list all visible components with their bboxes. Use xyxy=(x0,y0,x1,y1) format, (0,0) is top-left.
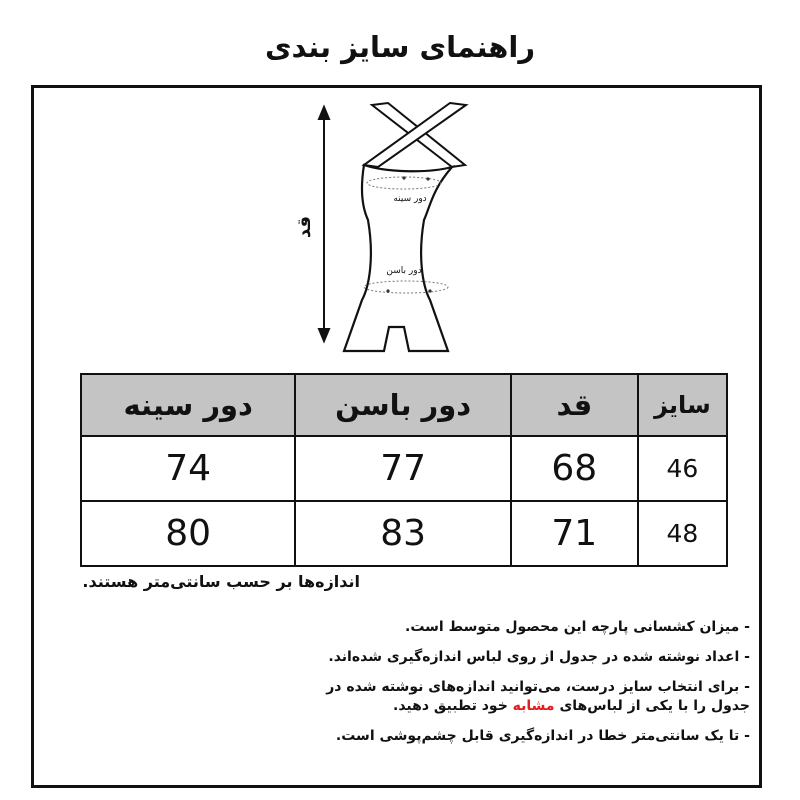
header-chest: دور سینه xyxy=(81,374,295,436)
header-hip: دور باسن xyxy=(295,374,510,436)
cell-size: 46 xyxy=(638,436,727,501)
note-item: - تا یک سانتی‌متر خطا در اندازه‌گیری قابل چشم‌پوشی است. xyxy=(320,727,750,746)
garment-diagram xyxy=(280,95,500,365)
hip-label: دور باسن xyxy=(386,266,422,276)
cell-hip: 77 xyxy=(295,436,510,501)
cell-chest: 74 xyxy=(81,436,295,501)
note-item xyxy=(320,678,750,716)
cell-height: 68 xyxy=(511,436,638,501)
units-note: اندازه‌ها بر حسب سانتی‌متر هستند. xyxy=(82,572,360,591)
note-text: خود تطبیق دهید. xyxy=(393,698,508,714)
chest-label: دور سینه xyxy=(393,194,427,204)
straps xyxy=(364,103,466,167)
table-row xyxy=(81,436,727,501)
notes-list xyxy=(320,618,750,757)
height-arrow xyxy=(319,107,329,341)
table-row xyxy=(81,501,727,566)
table-header-row xyxy=(81,374,727,436)
note-text: برای انتخاب سایز درست، می‌توانید اندازه‌های نوشته شده در جدول را با یکی از لباس‌های xyxy=(326,679,750,714)
garment-outline xyxy=(344,165,452,351)
header-height: قد xyxy=(511,374,638,436)
cell-size: 48 xyxy=(638,501,727,566)
header-size: سایز xyxy=(638,374,727,436)
note-highlight: مشابه xyxy=(512,698,555,714)
note-item: - میزان کشسانی پارچه این محصول متوسط است. xyxy=(320,618,750,637)
height-label: قد xyxy=(294,215,315,239)
note-item: - اعداد نوشته شده در جدول از روی لباس اندازه‌گیری شده‌اند. xyxy=(320,648,750,667)
cell-hip: 83 xyxy=(295,501,510,566)
size-table xyxy=(80,373,728,567)
cell-chest: 80 xyxy=(81,501,295,566)
cell-height: 71 xyxy=(511,501,638,566)
page-title: راهنمای سایز بندی xyxy=(264,30,536,64)
